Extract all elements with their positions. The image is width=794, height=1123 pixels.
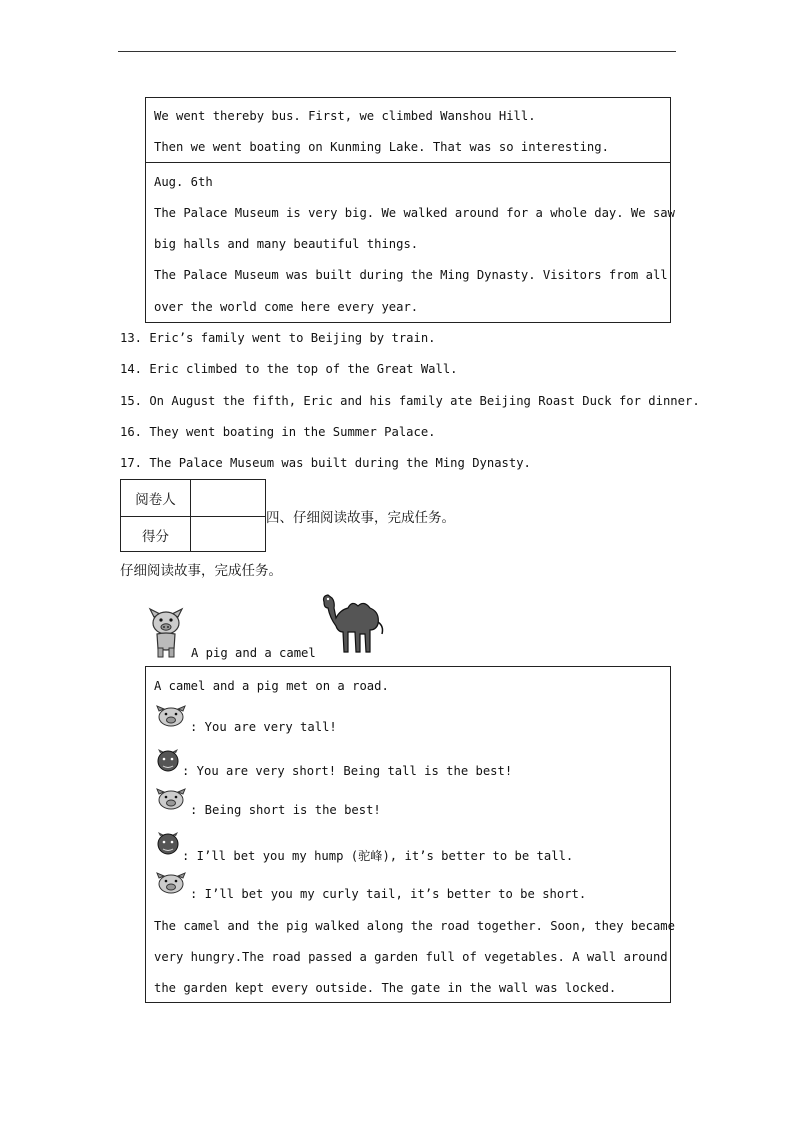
diary-divider — [146, 162, 670, 163]
section-heading: 四、仔细阅读故事，完成任务。 — [266, 510, 455, 526]
story-title: A pig and a camel — [191, 646, 316, 660]
question-13: 13. Eric’s family went to Beijing by train. — [120, 331, 436, 345]
section-instruction: 仔细阅读故事，完成任务。 — [120, 563, 282, 579]
pig-face-icon — [156, 872, 186, 896]
question-14: 14. Eric climbed to the top of the Great Wall. — [120, 362, 458, 376]
score-value[interactable] — [191, 517, 266, 552]
score-label: 得分 — [142, 528, 169, 545]
camel-line: : You are very short! Being tall is the best! — [182, 764, 513, 778]
reviewer-label: 阅卷人 — [135, 492, 176, 508]
pig-illustration-icon — [148, 607, 184, 659]
diary-line: We went thereby bus. First, we climbed Wanshou Hill. — [154, 109, 536, 123]
question-17: 17. The Palace Museum was built during the Ming Dynasty. — [120, 456, 531, 470]
camel-line: : I’ll bet you my hump (驼峰), it’s better to be tall. — [182, 849, 574, 863]
pig-line: : Being short is the best! — [190, 803, 381, 817]
camel-face-icon — [156, 749, 180, 775]
diary-line: big halls and many beautiful things. — [154, 237, 419, 251]
story-line: the garden kept every outside. The gate in the wall was locked. — [154, 981, 617, 995]
pig-line: : You are very tall! — [190, 720, 337, 734]
story-line: very hungry.The road passed a garden full of vegetables. A wall around — [154, 950, 668, 964]
diary-box — [145, 97, 675, 323]
story-box — [145, 666, 675, 1003]
diary-line: over the world come here every year. — [154, 300, 419, 314]
camel-illustration-icon — [318, 592, 386, 656]
header-rule — [118, 51, 676, 52]
pig-face-icon — [156, 788, 186, 812]
story-line: The camel and the pig walked along the road together. Soon, they became — [154, 919, 675, 933]
score-table — [120, 479, 266, 552]
question-16: 16. They went boating in the Summer Palace. — [120, 425, 436, 439]
diary-date: Aug. 6th — [154, 175, 213, 189]
diary-line: The Palace Museum was built during the Ming Dynasty. Visitors from all — [154, 268, 668, 282]
pig-line: : I’ll bet you my curly tail, it’s better to be short. — [190, 887, 587, 901]
pig-face-icon — [156, 705, 186, 729]
diary-line: Then we went boating on Kunming Lake. That was so interesting. — [154, 140, 609, 154]
camel-face-icon — [156, 832, 180, 858]
diary-line: The Palace Museum is very big. We walked around for a whole day. We saw — [154, 206, 675, 220]
reviewer-value[interactable] — [191, 480, 266, 516]
question-15: 15. On August the fifth, Eric and his family ate Beijing Roast Duck for dinner. — [120, 394, 700, 408]
story-line: A camel and a pig met on a road. — [154, 679, 389, 693]
